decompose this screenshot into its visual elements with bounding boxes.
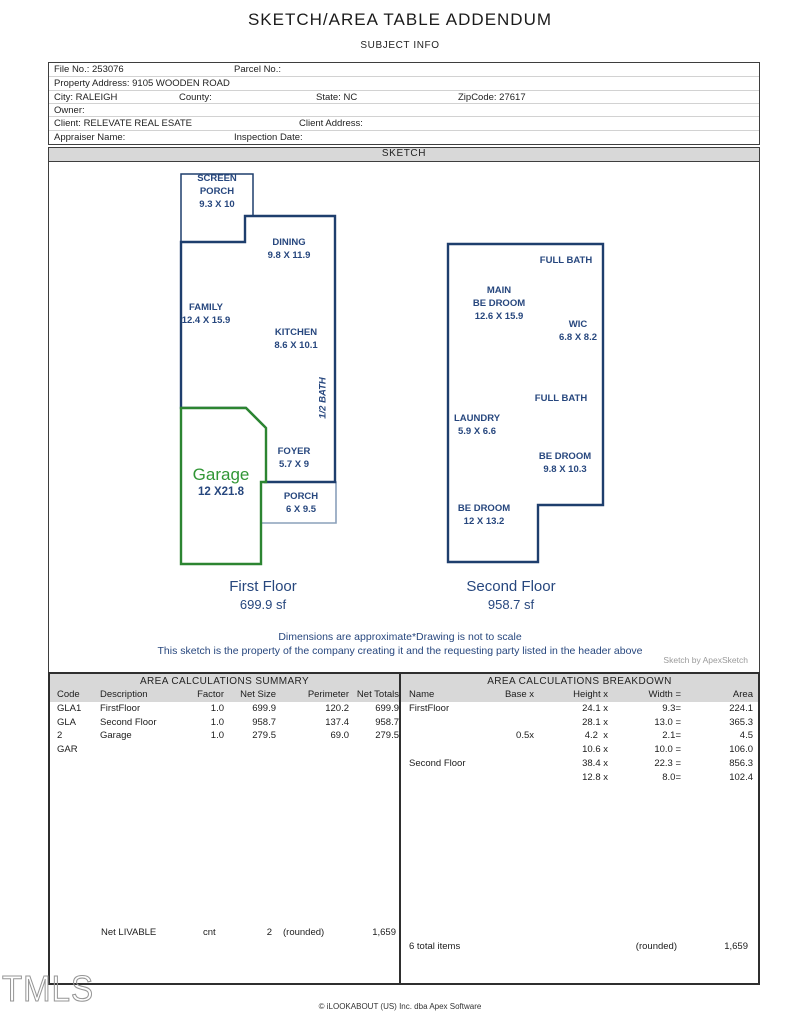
dining-label: DINING 9.8 X 11.9 <box>267 237 311 261</box>
subject-field: ZipCode: 27617 <box>458 91 526 103</box>
half-bath-label: 1/2 BATH <box>317 377 329 419</box>
table-cell: Second Floor <box>409 757 466 769</box>
table-cell: FirstFloor <box>100 702 141 714</box>
table-row <box>401 716 758 730</box>
breakdown-table-head <box>401 674 758 702</box>
table-cell: 1.0 <box>210 702 224 714</box>
subject-field: State: NC <box>316 91 358 103</box>
table-cell: 4.5 <box>739 730 753 742</box>
table-cell: 1.0 <box>210 716 224 728</box>
family-label: FAMILY 12.4 X 15.9 <box>181 302 231 326</box>
area-calculations-breakdown-table <box>401 674 758 983</box>
breakdown-column-headers <box>401 688 758 702</box>
garage-outline <box>181 408 266 564</box>
net-livable-total: 1,659 <box>372 927 396 938</box>
first-floor-total: First Floor 699.9 sf <box>229 578 297 612</box>
screen-porch-label: SCREEN PORCH 9.3 X 10 <box>197 173 237 210</box>
table-cell: Garage <box>100 730 132 742</box>
table-cell: 224.1 <box>729 702 753 714</box>
table-cell: 120.2 <box>325 702 349 714</box>
table-row <box>401 729 758 743</box>
porch-label: PORCH 6 X 9.5 <box>283 491 319 515</box>
subject-field: County: <box>179 91 212 103</box>
subject-field: Inspection Date: <box>234 131 303 143</box>
subject-field: Owner: <box>54 104 85 116</box>
subject-field: Property Address: 9105 WOODEN ROAD <box>54 78 230 90</box>
table-cell: 10.0 = <box>654 744 681 756</box>
table-cell: 38.4 x <box>582 757 608 769</box>
table-row <box>50 716 399 730</box>
garage-label: Garage <box>192 465 250 484</box>
second-floor-outline <box>448 244 603 562</box>
garage-dim-label: 12 X21.8 <box>197 486 245 498</box>
subject-field: Appraiser Name: <box>54 131 126 143</box>
floor-plan-svg <box>48 162 760 672</box>
area-calculations-tables <box>48 672 760 985</box>
sketch-section-header: SKETCH <box>48 147 760 162</box>
summary-table-body <box>50 702 399 757</box>
table-cell: 279.5 <box>375 730 399 742</box>
subject-info-table <box>48 62 760 145</box>
table-cell: 958.7 <box>252 716 276 728</box>
area-calculations-summary-table <box>50 674 401 983</box>
table-cell: 12.8 x <box>582 771 608 783</box>
table-cell: 28.1 x <box>582 716 608 728</box>
subject-row <box>49 130 759 143</box>
laundry-label: LAUNDRY 5.9 X 6.6 <box>453 413 501 437</box>
table-row <box>401 702 758 716</box>
table-row <box>401 743 758 757</box>
breakdown-table-body <box>401 702 758 785</box>
subject-row <box>49 90 759 103</box>
col-area: Area <box>732 689 753 700</box>
table-cell: 9.3= <box>662 702 681 714</box>
foyer-label: FOYER 5.7 X 9 <box>277 446 311 470</box>
summary-table-head <box>50 674 399 702</box>
disclaimer-line2: This sketch is the property of the company creating it and the requesting party listed in the header above <box>157 645 643 657</box>
breakdown-total: 1,659 <box>724 941 748 952</box>
col-width: Width = <box>648 689 681 700</box>
table-cell: 4.2 x <box>584 730 608 742</box>
rounded-label: (rounded) <box>283 927 325 938</box>
livable-count: 2 <box>266 927 272 938</box>
subject-row <box>49 103 759 116</box>
table-cell: 69.0 <box>330 730 349 742</box>
table-cell: 1.0 <box>210 730 224 742</box>
disclaimer-line1: Dimensions are approximate*Drawing is not to scale <box>278 631 522 643</box>
copyright-line: © iLOOKABOUT (US) Inc. dba Apex Software <box>318 1002 482 1011</box>
table-cell: 2 <box>57 730 63 742</box>
table-cell: 0.5x <box>516 730 534 742</box>
subject-row <box>49 116 759 129</box>
table-cell: 958.7 <box>375 716 399 728</box>
subject-field: Client Address: <box>299 118 363 130</box>
table-cell: 365.3 <box>729 716 753 728</box>
col-factor: Factor <box>197 689 224 700</box>
subject-field: Client: RELEVATE REAL ESATE <box>54 118 192 130</box>
table-row <box>50 743 399 757</box>
front-porch-outline <box>261 482 336 523</box>
table-cell: 279.5 <box>252 730 276 742</box>
table-cell: 10.6 x <box>582 744 608 756</box>
col-code: Code <box>57 689 80 700</box>
subject-row <box>49 76 759 89</box>
table-cell: 699.9 <box>375 702 399 714</box>
table-row <box>401 757 758 771</box>
table-row <box>401 771 758 785</box>
table-cell: Second Floor <box>100 716 157 728</box>
screen-porch-outline <box>181 174 253 242</box>
table-cell: 8.0= <box>662 771 681 783</box>
main-bedroom-label: MAIN BE DROOM 12.6 X 15.9 <box>472 285 526 322</box>
sketch-credit: Sketch by ApexSketch <box>663 655 748 665</box>
table-cell: GLA <box>57 716 77 728</box>
total-items-label: 6 total items <box>409 941 461 952</box>
wic-label: WIC 6.8 X 8.2 <box>558 319 598 343</box>
breakdown-rounded-label: (rounded) <box>635 941 677 952</box>
col-description: Description <box>100 689 148 700</box>
breakdown-table-footer <box>401 940 758 954</box>
full-bath-lower-label: FULL BATH <box>534 393 588 404</box>
table-cell: 699.9 <box>252 702 276 714</box>
table-cell: 13.0 = <box>654 716 681 728</box>
col-name: Name <box>409 689 435 700</box>
bedroom3-label: BE DROOM 12 X 13.2 <box>457 503 511 527</box>
table-cell: 137.4 <box>325 716 349 728</box>
subject-field: Parcel No.: <box>234 64 281 75</box>
table-cell: 106.0 <box>729 744 753 756</box>
col-net-size: Net Size <box>240 689 276 700</box>
table-cell: 856.3 <box>729 757 753 769</box>
breakdown-table-title: AREA CALCULATIONS BREAKDOWN <box>487 676 672 687</box>
table-cell: GLA1 <box>57 702 82 714</box>
bedroom2-label: BE DROOM 9.8 X 10.3 <box>538 451 592 475</box>
subject-field: City: RALEIGH <box>54 91 118 103</box>
second-floor-total: Second Floor 958.7 sf <box>466 578 556 612</box>
summary-column-headers <box>50 688 399 702</box>
page-title: SKETCH/AREA TABLE ADDENDUM <box>247 10 553 29</box>
subject-field: File No.: 253076 <box>54 64 124 75</box>
table-cell: FirstFloor <box>409 702 450 714</box>
table-cell: 22.3 = <box>654 757 681 769</box>
subject-info-section-label: SUBJECT INFO <box>360 40 440 51</box>
table-cell: 102.4 <box>729 771 753 783</box>
col-base: Base x <box>504 689 534 700</box>
table-row <box>50 702 399 716</box>
full-bath-upper-label: FULL BATH <box>539 255 593 266</box>
summary-table-title: AREA CALCULATIONS SUMMARY <box>139 676 310 687</box>
summary-table-footer <box>50 926 399 940</box>
table-cell: GAR <box>57 744 78 756</box>
net-livable-label: Net LIVABLE <box>101 927 157 938</box>
table-cell: 2.1= <box>662 730 681 742</box>
col-perimeter: Perimeter <box>307 689 349 700</box>
table-cell: 24.1 x <box>582 702 608 714</box>
subject-row <box>49 63 759 76</box>
tmls-watermark: TMLS <box>2 968 95 1009</box>
kitchen-label: KITCHEN 8.6 X 10.1 <box>274 327 318 351</box>
col-height: Height x <box>573 689 608 700</box>
cnt-label: cnt <box>203 927 216 938</box>
col-net-totals: Net Totals <box>356 689 399 700</box>
table-row <box>50 729 399 743</box>
